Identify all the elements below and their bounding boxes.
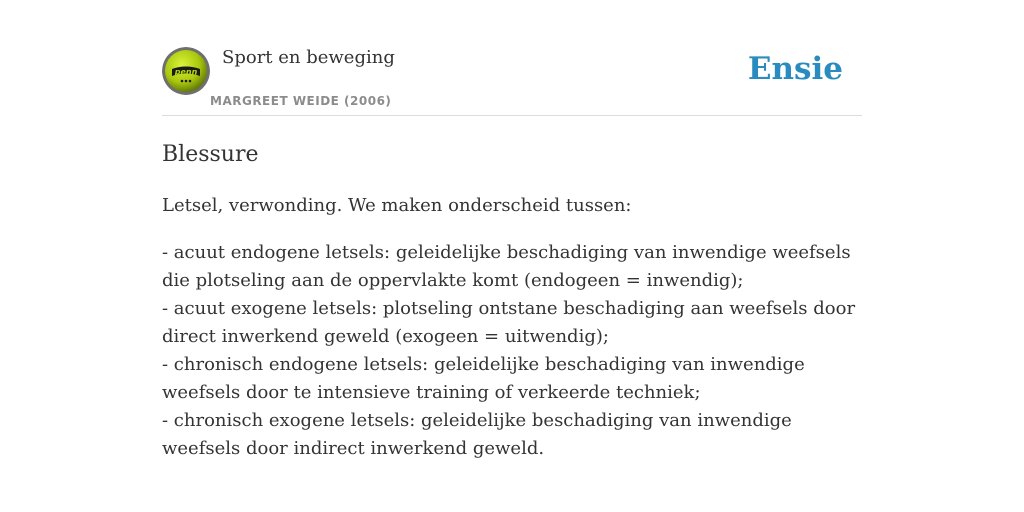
- definition-line: - acuut endogene letsels: geleidelijke beschadiging van inwendige weefsels die plotseling aan de oppervlakte komt (endogeen = inwendig);: [162, 242, 851, 291]
- brand-logo[interactable]: Ensie: [747, 51, 843, 87]
- entry-intro: Letsel, verwonding. We maken onderscheid tussen:: [162, 195, 632, 216]
- entry-card: [162, 0, 862, 459]
- author-attribution[interactable]: MARGREET WEIDE (2006): [210, 94, 392, 108]
- entry-definition: [162, 239, 862, 463]
- category-avatar[interactable]: [162, 47, 210, 95]
- definition-line: - chronisch endogene letsels: geleidelijke beschadiging van inwendige weefsels door te intensieve training of verkeerde techniek;: [162, 354, 805, 403]
- category-link[interactable]: Sport en beweging: [222, 47, 395, 68]
- definition-line: - acuut exogene letsels: plotseling ontstane beschadiging aan weefsels door direct inwerkend geweld (exogeen = uitwendig);: [162, 298, 856, 347]
- tennis-ball-icon: [162, 47, 210, 95]
- entry-title: Blessure: [162, 142, 259, 167]
- definition-line: - chronisch exogene letsels: geleidelijke beschadiging van inwendige weefsels door indirect inwerkend geweld.: [162, 410, 792, 459]
- entry-header: [162, 0, 862, 116]
- avatar-logo-text: penn: [174, 67, 198, 77]
